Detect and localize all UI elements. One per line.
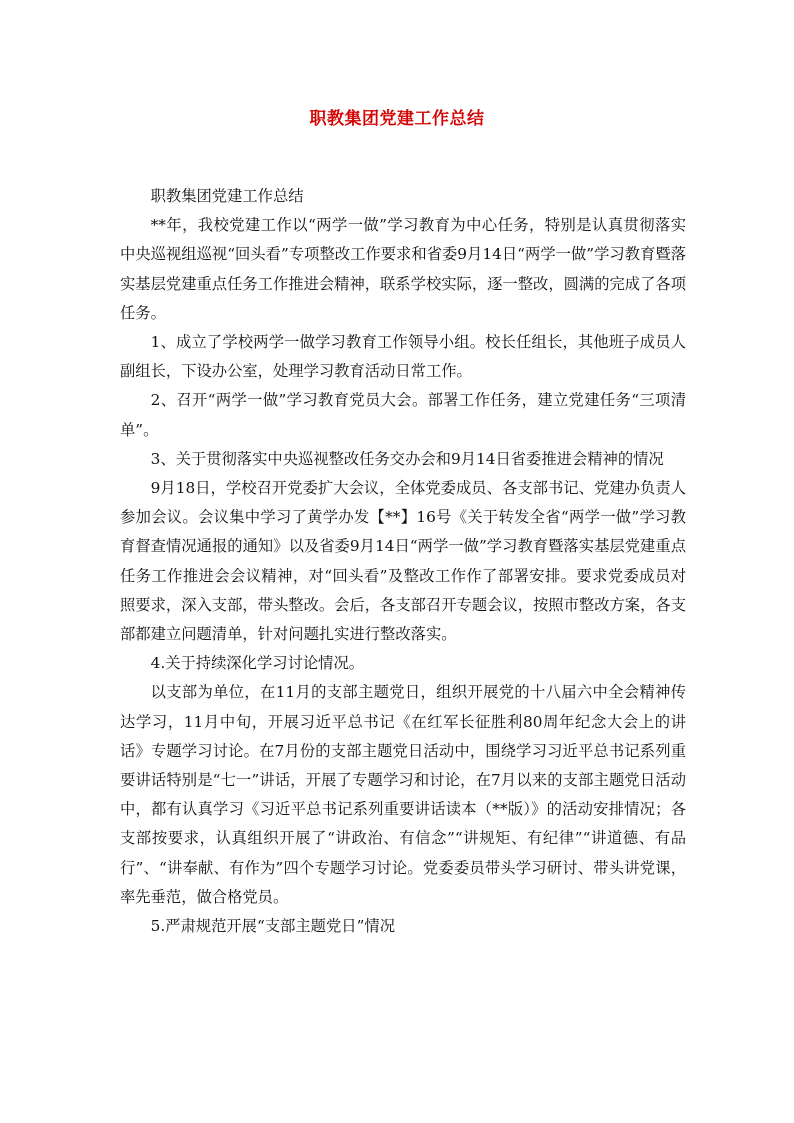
paragraph-item-2: 2、召开“两学一做”学习教育党员大会。部署工作任务，建立党建任务“三项清单”。 bbox=[120, 391, 686, 439]
paragraph-item-3-body: 9月18日，学校召开党委扩大会议，全体党委成员、各支部书记、党建办负责人参加会议。会议集中学习了黄学办发【**】16号《关于转发全省“两学一做”学习教育督查情况通报的通知》以及省委9月14日“两学一做”学习教育暨落实基层党建重点任务工作推进会会议精神，对“回头看”及整改工作作了部署安排。要求党委成员对照要求，深入支部，带头整改。会后，各支部召开专题会议，按照市整改方案，各支部都建立问题清单，针对问题扎实进行整改落实。 bbox=[120, 479, 686, 644]
paragraph-intro: **年，我校党建工作以“两学一做”学习教育为中心任务，特别是认真贯彻落实中央巡视组巡视“回头看”专项整改工作要求和省委9月14日“两学一做”学习教育暨落实基层党建重点任务工作推进会精神，联系学校实际，逐一整改，圆满的完成了各项任务。 bbox=[120, 216, 686, 322]
paragraph-item-3-heading: 3、关于贯彻落实中央巡视整改任务交办会和9月14日省委推进会精神的情况 bbox=[150, 449, 664, 468]
paragraph-item-4-heading: 4.关于持续深化学习讨论情况。 bbox=[150, 654, 365, 673]
paragraph-item-1: 1、成立了学校两学一做学习教育工作领导小组。校长任组长，其他班子成员人副组长，下设办公室，处理学习教育活动日常工作。 bbox=[120, 333, 686, 381]
paragraph-item-4-body: 以支部为单位，在11月的支部主题党日，组织开展党的十八届六中全会精神传达学习，11月中旬，开展习近平总书记《在红军长征胜利80周年纪念大会上的讲话》专题学习讨论。在7月份的支部主题党日活动中，围绕学习习近平总书记系列重要讲话特别是“七一”讲话，开展了专题学习和讨论，在7月以来的支部主题党日活动中，都有认真学习《习近平总书记系列重要讲话读本（**版）》的活动安排情况；各支部按要求，认真组织开展了“讲政治、有信念”“讲规矩、有纪律”“讲道德、有品行”、“讲奉献、有作为”四个专题学习讨论。党委委员带头学习研讨、带头讲党课，率先垂范，做合格党员。 bbox=[120, 683, 686, 906]
paragraph-item-5-heading: 5.严肃规范开展“支部主题党日”情况 bbox=[150, 917, 395, 936]
document-body bbox=[120, 182, 686, 941]
paragraph-subtitle: 职教集团党建工作总结 bbox=[150, 187, 304, 205]
document-title: 职教集团党建工作总结 bbox=[309, 109, 485, 129]
